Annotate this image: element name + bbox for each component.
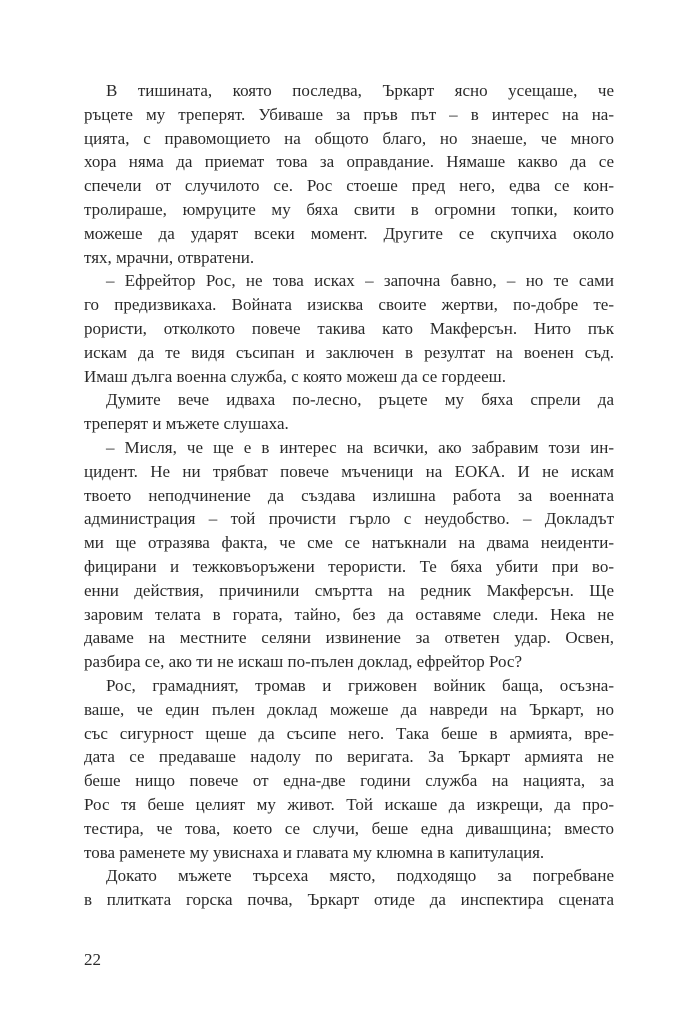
paragraph — [84, 79, 614, 269]
text-line: го предизвикаха. Войната изисква своите жертви, по-добре те- — [84, 295, 614, 315]
text-line: ми ще отразява факта, че сме се натъкнали на двама неиденти- — [84, 533, 614, 553]
paragraph — [84, 864, 614, 912]
text-line: Рос, грамадният, тромав и грижовен войник баща, осъзна- — [106, 675, 614, 695]
text-line: ваше, че един пълен доклад можеше да навреди на Ъркарт, но — [84, 699, 614, 719]
text-line: енни действия, причинили смъртта на редник Макферсън. Ще — [84, 580, 614, 600]
text-line: – Ефрейтор Рос, не това исках – започна бавно, – но те сами — [106, 271, 614, 291]
text-line: фицирани и тежковъоръжени терористи. Те бяха убити при во- — [84, 556, 614, 576]
text-line: даваме на местните селяни извинение за ответен удар. Освен, — [84, 628, 614, 648]
text-line: Докато мъжете търсеха място, подходящо за погребване — [106, 866, 614, 886]
text-line: можеше да ударят всеки момент. Другите се скупчиха около — [84, 223, 614, 243]
text-line: беше нищо повече от една-две години служба на нацията, за — [84, 771, 614, 791]
page-number: 22 — [84, 950, 101, 969]
text-line: хора няма да приемат това за оправдание. Нямаше какво да се — [84, 152, 614, 172]
paragraph — [84, 436, 614, 674]
text-line: твоето неподчинение да създава излишна работа за военната — [84, 485, 614, 505]
paragraph — [84, 674, 614, 864]
body-text — [84, 79, 614, 912]
text-line: Думите вече идваха по-лесно, ръцете му бяха спрели да — [106, 390, 614, 410]
text-line: ръцете му треперят. Убиваше за пръв път – в интерес на на- — [84, 104, 614, 124]
text-line: треперят и мъжете слушаха. — [84, 414, 289, 434]
text-line: рористи, отколкото повече такива като Макферсън. Нито пък — [84, 318, 614, 338]
text-line: администрация – той прочисти гърло с неудобство. – Докладът — [84, 509, 614, 529]
text-line: със сигурност щеше да съсипе него. Така беше в армията, вре- — [84, 723, 614, 743]
text-line: тях, мрачни, отвратени. — [84, 247, 255, 267]
paragraph — [84, 269, 614, 388]
text-line: това раменете му увиснаха и главата му клюмна в капитулация. — [84, 842, 545, 862]
text-line: в плитката горска почва, Ъркарт отиде да инспектира сцената — [84, 890, 614, 910]
text-line: цидент. Не ни трябват повече мъченици на ЕОКА. И не искам — [84, 461, 614, 481]
text-line: дата се предаваше надолу по веригата. За Ъркарт армията не — [84, 747, 614, 767]
text-line: – Мисля, че ще е в интерес на всички, ако забравим този ин- — [106, 437, 614, 457]
text-line: разбира се, ако ти не искаш по-пълен доклад, ефрейтор Рос? — [84, 652, 523, 672]
text-line: тестира, че това, което се случи, беше една дивашцина; вместо — [84, 818, 614, 838]
text-line: тролираше, юмруците му бяха свити в огромни топки, които — [84, 199, 614, 219]
text-line: искам да те видя съсипан и заключен в резултат на военен съд. — [84, 342, 614, 362]
text-line: спечели от случилото се. Рос стоеше пред него, едва се кон- — [84, 176, 614, 196]
text-line: Имаш дълга военна служба, с която можеш да се гордееш. — [84, 366, 506, 386]
text-line: заровим телата в гората, тайно, без да оставяме следи. Нека не — [84, 604, 614, 624]
text-line: В тишината, която последва, Ъркарт ясно усещаше, че — [106, 81, 614, 100]
paragraph — [84, 388, 614, 436]
text-line: цията, с правомощието на общото благо, но знаеше, че много — [84, 128, 614, 148]
text-line: Рос тя беше целият му живот. Той искаше да изкрещи, да про- — [84, 794, 614, 814]
